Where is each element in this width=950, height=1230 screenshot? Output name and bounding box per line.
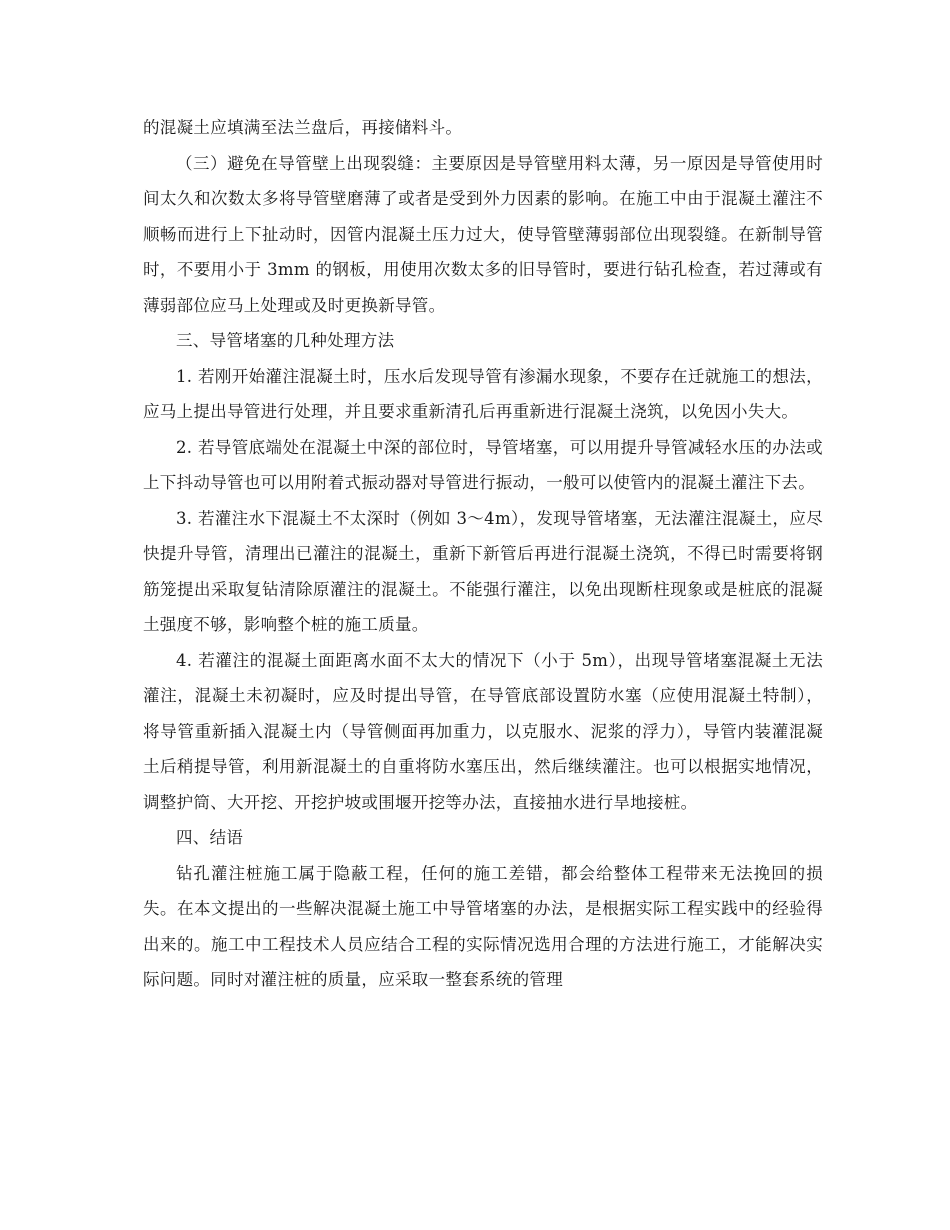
paragraph-item-2: 2. 若导管底端处在混凝土中深的部位时，导管堵塞，可以用提升导管减轻水压的办法或上下抖动导管也可以用附着式振动器对导管进行振动，一般可以使管内的混凝土灌注下去。: [143, 437, 823, 492]
section-heading-3: 三、导管堵塞的几种处理方法: [176, 331, 395, 350]
paragraph-section-3-cracks: （三）避免在导管壁上出现裂缝：主要原因是导管壁用料太薄，另一原因是导管使用时间太久和次数太多将导管壁磨薄了或者是受到外力因素的影响。在施工中由于混凝土灌注不顺畅而进行上下扯动时，因管内混凝土压力过大，使导管壁薄弱部位出现裂缝。在新制导管时，不要用小于 3mm 的钢板，用使用次数太多的旧导管时，要进行钻孔检查，若过薄或有薄弱部位应马上处理或及时更换新导管。: [143, 153, 823, 315]
paragraph-item-3: 3. 若灌注水下混凝土不太深时（例如 3～4m），发现导管堵塞，无法灌注混凝土，应尽快提升导管，清理出已灌注的混凝土，重新下新管后再进行混凝土浇筑，不得已时需要将钢筋笼提出采取复钻清除原灌注的混凝土。不能强行灌注，以免出现断柱现象或是桩底的混凝土强度不够，影响整个桩的施工质量。: [143, 508, 823, 634]
paragraph-item-1: 1. 若刚开始灌注混凝土时，压水后发现导管有渗漏水现象，不要存在迁就施工的想法，应马上提出导管进行处理，并且要求重新清孔后再重新进行混凝土浇筑，以免因小失大。: [143, 366, 823, 421]
paragraph-continuation: 的混凝土应填满至法兰盘后，再接储料斗。: [143, 118, 463, 137]
section-heading-4: 四、结语: [176, 828, 244, 847]
paragraph-conclusion: 钻孔灌注桩施工属于隐蔽工程，任何的施工差错，都会给整体工程带来无法挽回的损失。在本文提出的一些解决混凝土施工中导管堵塞的办法，是根据实际工程实践中的经验得出来的。施工中工程技术人员应结合工程的实际情况选用合理的方法进行施工，才能解决实际问题。同时对灌注桩的质量，应采取一整套系统的管理: [143, 863, 823, 989]
paragraph-item-4: 4. 若灌注的混凝土面距离水面不太大的情况下（小于 5m），出现导管堵塞混凝土无法灌注，混凝土未初凝时，应及时提出导管，在导管底部设置防水塞（应使用混凝土特制），将导管重新插入混凝土内（导管侧面再加重力，以克服水、泥浆的浮力），导管内装灌混凝土后稍提导管，利用新混凝土的自重将防水塞压出，然后继续灌注。也可以根据实地情况，调整护筒、大开挖、开挖护坡或围堰开挖等办法，直接抽水进行旱地接桩。: [143, 650, 823, 812]
document-body: [143, 110, 823, 998]
